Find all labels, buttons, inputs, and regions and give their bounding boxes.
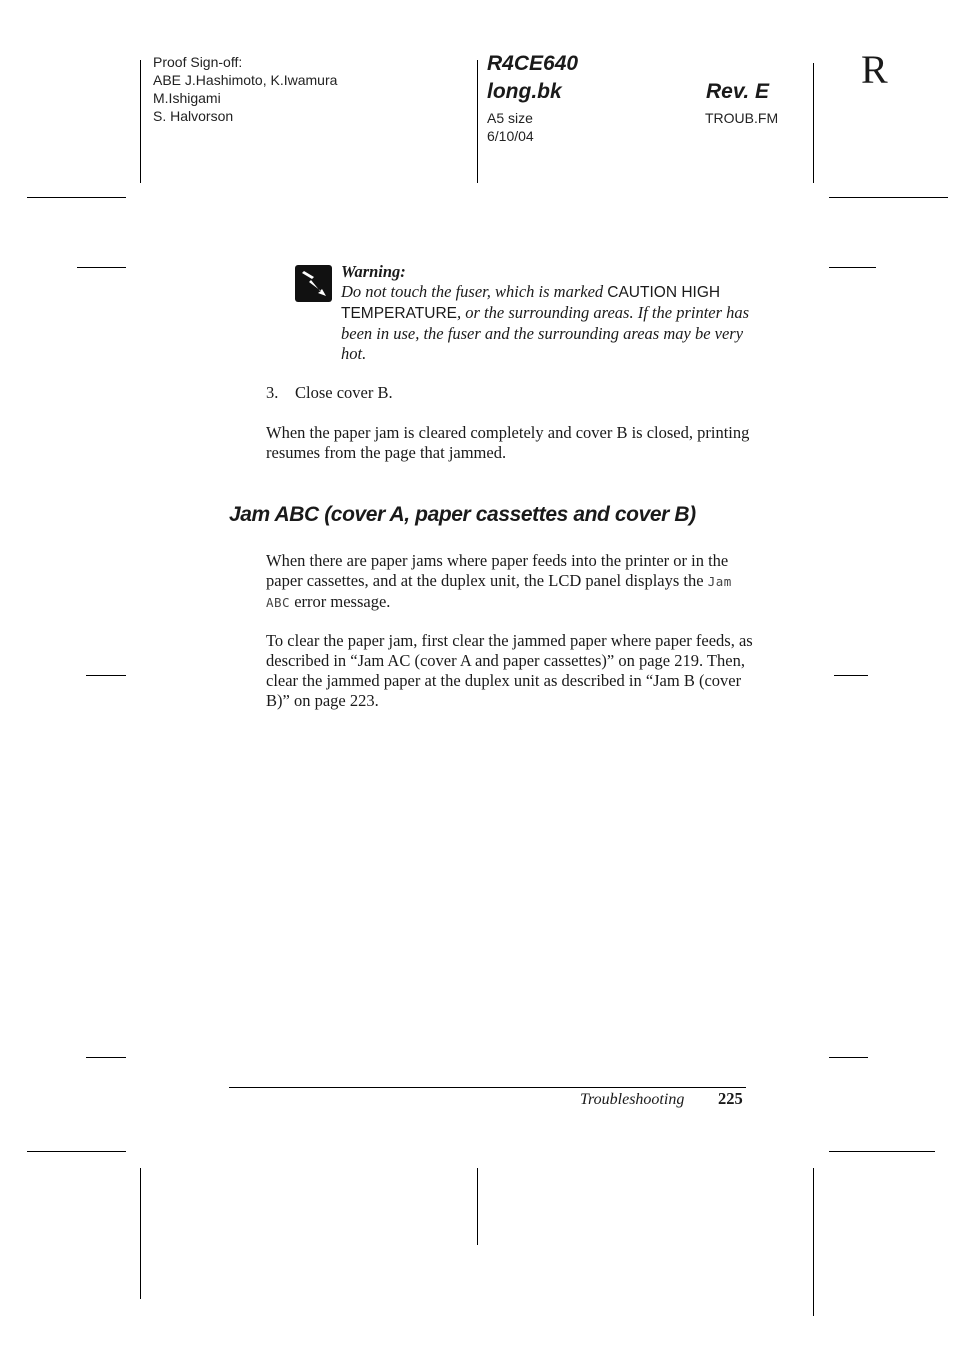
doc-book: long.bk	[487, 80, 562, 103]
footer-section: Troubleshooting	[580, 1091, 685, 1108]
warning-text-b: , or the surrounding areas. If the printer has been in use, the fuser and the surrounding areas may be very hot.	[341, 303, 750, 363]
corner-letter: R	[861, 47, 888, 92]
page-number: 225	[718, 1089, 743, 1108]
crop-mark	[813, 63, 814, 183]
doc-meta	[487, 109, 534, 145]
doc-code: R4CE640	[487, 52, 579, 75]
warning-title: Warning:	[341, 262, 406, 281]
crop-mark	[27, 197, 126, 198]
lcd-message: Jam ABC	[266, 574, 732, 610]
crop-mark	[477, 1168, 478, 1245]
crop-mark	[829, 1151, 935, 1152]
crop-mark	[86, 675, 126, 676]
warning-text-a: Do not touch the fuser, which is marked	[341, 282, 608, 301]
body-paragraph: When the paper jam is cleared completely and cover B is closed, printing resumes from the page that jammed.	[266, 423, 750, 462]
proof-signoff	[153, 53, 337, 125]
doc-size: A5 size	[487, 110, 533, 126]
crop-mark	[834, 675, 868, 676]
warning-text	[341, 282, 751, 364]
proof-line: ABE J.Hashimoto, K.Iwamura	[153, 72, 338, 88]
crop-mark	[27, 1151, 126, 1152]
lightning-glyph	[295, 265, 332, 302]
para2-text-a: When there are paper jams where paper feeds into the printer or in the paper cassettes, and at the duplex unit, the LCD panel displays the	[266, 551, 729, 590]
doc-date: 6/10/04	[487, 128, 534, 144]
body-paragraph	[266, 551, 756, 613]
doc-revision: Rev. E	[706, 80, 770, 103]
section-heading: Jam ABC (cover A, paper cassettes and cover B)	[229, 503, 696, 526]
step-number: 3.	[266, 383, 279, 402]
crop-mark	[829, 197, 948, 198]
warning-box	[341, 262, 751, 364]
crop-mark	[77, 267, 126, 268]
para2-text-b: error message.	[290, 592, 391, 611]
proof-line: Proof Sign-off:	[153, 54, 243, 70]
proof-line: S. Halvorson	[153, 108, 234, 124]
step-text: Close cover B.	[295, 383, 393, 402]
footer-rule	[229, 1087, 746, 1088]
crop-mark	[140, 1168, 141, 1299]
doc-file: TROUB.FM	[705, 110, 779, 126]
lightning-warning-icon	[295, 265, 332, 302]
crop-mark	[829, 1057, 868, 1058]
crop-mark	[477, 60, 478, 183]
crop-mark	[829, 267, 876, 268]
crop-mark	[86, 1057, 126, 1058]
crop-mark	[813, 1168, 814, 1316]
body-paragraph: To clear the paper jam, first clear the jammed paper where paper feeds, as described in “Jam AC (cover A and paper cassettes)” on page 219. Then, clear the jammed paper at the duplex unit as described in “Jam B (cover B)” on page 223.	[266, 631, 753, 710]
proof-line: M.Ishigami	[153, 90, 221, 106]
crop-mark	[140, 60, 141, 183]
caution-label: CAUTION HIGH TEMPERATURE	[341, 284, 721, 322]
